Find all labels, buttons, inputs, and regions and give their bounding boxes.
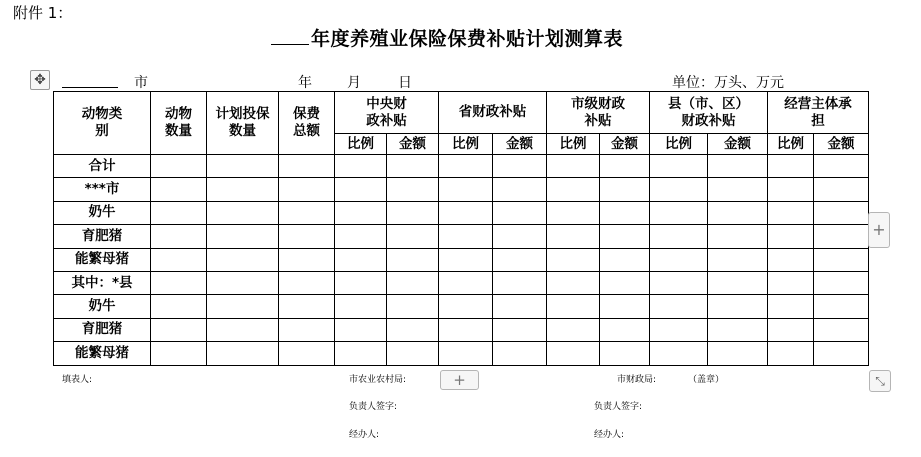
table-cell[interactable]	[814, 178, 869, 201]
table-cell[interactable]	[708, 225, 768, 248]
table-cell[interactable]	[279, 178, 335, 201]
table-cell[interactable]	[335, 201, 387, 224]
table-cell[interactable]	[207, 318, 279, 341]
header-ratio: 比例	[335, 134, 387, 155]
table-cell[interactable]	[151, 271, 207, 294]
add-column-button[interactable]: +	[440, 370, 479, 390]
table-cell[interactable]	[768, 295, 814, 318]
table-cell[interactable]	[650, 271, 708, 294]
table-cell[interactable]	[650, 201, 708, 224]
unit-label: 单位：万头、万元	[672, 75, 784, 91]
table-cell[interactable]	[814, 155, 869, 178]
day-label: 日	[398, 75, 412, 91]
table-cell[interactable]	[547, 248, 600, 271]
table-cell[interactable]	[335, 248, 387, 271]
header-ratio: 比例	[768, 134, 814, 155]
header-ratio: 比例	[439, 134, 493, 155]
table-cell[interactable]	[151, 318, 207, 341]
table-cell[interactable]	[650, 225, 708, 248]
table-cell[interactable]	[279, 318, 335, 341]
table-cell[interactable]	[387, 225, 439, 248]
header-amount: 金额	[387, 134, 439, 155]
table-cell[interactable]	[768, 225, 814, 248]
table-cell[interactable]	[493, 178, 547, 201]
table-cell[interactable]	[600, 248, 650, 271]
table-cell[interactable]	[279, 248, 335, 271]
header-amount: 金额	[814, 134, 869, 155]
table-cell[interactable]	[814, 342, 869, 365]
table-cell[interactable]	[547, 201, 600, 224]
table-cell[interactable]	[493, 225, 547, 248]
row-label: 能繁母猪	[54, 342, 151, 365]
table-cell[interactable]	[207, 342, 279, 365]
table-cell[interactable]	[387, 271, 439, 294]
table-cell[interactable]	[387, 295, 439, 318]
premium-subsidy-table	[53, 91, 869, 366]
table-body	[54, 155, 869, 366]
table-cell[interactable]	[547, 342, 600, 365]
table-cell[interactable]	[547, 178, 600, 201]
header-amount: 金额	[493, 134, 547, 155]
month-label: 月	[347, 75, 361, 91]
table-cell[interactable]	[768, 248, 814, 271]
table-cell[interactable]	[439, 318, 493, 341]
header-city-subsidy: 市级财政补贴	[547, 92, 650, 134]
table-cell[interactable]	[335, 178, 387, 201]
table-cell[interactable]	[493, 248, 547, 271]
table-cell[interactable]	[279, 225, 335, 248]
row-label: 合计	[54, 155, 151, 178]
table-cell[interactable]	[600, 342, 650, 365]
table-cell[interactable]	[547, 318, 600, 341]
row-label: 奶牛	[54, 201, 151, 224]
table-cell[interactable]	[768, 271, 814, 294]
table-row	[54, 295, 869, 318]
table-cell[interactable]	[650, 342, 708, 365]
table-cell[interactable]	[207, 248, 279, 271]
table-cell[interactable]	[768, 178, 814, 201]
table-row	[54, 155, 869, 178]
table-cell[interactable]	[600, 318, 650, 341]
row-label: 奶牛	[54, 295, 151, 318]
table-cell[interactable]	[708, 178, 768, 201]
table-cell[interactable]	[493, 318, 547, 341]
table-cell[interactable]	[600, 271, 650, 294]
table-cell[interactable]	[207, 178, 279, 201]
table-cell[interactable]	[207, 155, 279, 178]
footer-filler: 填表人:	[62, 375, 93, 385]
header-ratio: 比例	[547, 134, 600, 155]
header-county-subsidy: 县（市、区）财政补贴	[650, 92, 768, 134]
row-label: ***市	[54, 178, 151, 201]
city-blank-line	[62, 87, 118, 88]
table-cell[interactable]	[335, 271, 387, 294]
table-cell[interactable]	[650, 178, 708, 201]
table-cell[interactable]	[814, 295, 869, 318]
table-cell[interactable]	[207, 201, 279, 224]
table-cell[interactable]	[151, 248, 207, 271]
title-text: 年度养殖业保险保费补贴计划测算表	[311, 28, 624, 50]
row-label: 能繁母猪	[54, 248, 151, 271]
table-row	[54, 271, 869, 294]
table-move-icon[interactable]: ✥	[30, 70, 50, 90]
table-cell[interactable]	[708, 271, 768, 294]
table-cell[interactable]	[814, 201, 869, 224]
table-cell[interactable]	[600, 155, 650, 178]
table-cell[interactable]	[768, 342, 814, 365]
attachment-label: 附件 1：	[13, 4, 73, 22]
header-animal-count: 动物数量	[151, 92, 207, 155]
table-cell[interactable]	[439, 295, 493, 318]
table-row	[54, 342, 869, 365]
table-cell[interactable]	[708, 201, 768, 224]
table-cell[interactable]	[768, 155, 814, 178]
table-cell[interactable]	[547, 295, 600, 318]
footer-agri-bureau: 市农业农村局:	[349, 375, 407, 385]
table-cell[interactable]	[493, 271, 547, 294]
table-cell[interactable]	[439, 178, 493, 201]
footer-finance-bureau: 市财政局:	[617, 375, 657, 385]
table-cell[interactable]	[814, 225, 869, 248]
table-cell[interactable]	[547, 271, 600, 294]
table-cell[interactable]	[493, 201, 547, 224]
table-cell[interactable]	[335, 295, 387, 318]
table-cell[interactable]	[151, 201, 207, 224]
table-cell[interactable]	[439, 248, 493, 271]
table-cell[interactable]	[207, 271, 279, 294]
header-provincial-subsidy: 省财政补贴	[439, 92, 547, 134]
table-cell[interactable]	[279, 155, 335, 178]
header-animal-category: 动物类别	[54, 92, 151, 155]
page-title	[271, 24, 623, 51]
row-label: 其中：*县	[54, 271, 151, 294]
footer-handler-agri: 经办人:	[349, 430, 380, 440]
row-label: 育肥猪	[54, 318, 151, 341]
add-row-button[interactable]: +	[868, 212, 890, 248]
header-ratio: 比例	[650, 134, 708, 155]
title-year-blank	[271, 28, 309, 45]
table-cell[interactable]	[439, 155, 493, 178]
table-row	[54, 178, 869, 201]
table-cell[interactable]	[279, 271, 335, 294]
table-cell[interactable]	[547, 225, 600, 248]
table-cell[interactable]	[387, 201, 439, 224]
table-cell[interactable]	[708, 248, 768, 271]
header-operator-share: 经营主体承担	[768, 92, 869, 134]
table-cell[interactable]	[814, 271, 869, 294]
table-row	[54, 248, 869, 271]
table-row	[54, 201, 869, 224]
table-cell[interactable]	[335, 225, 387, 248]
table-cell[interactable]	[814, 248, 869, 271]
header-amount: 金额	[600, 134, 650, 155]
table-cell[interactable]	[600, 201, 650, 224]
table-cell[interactable]	[335, 342, 387, 365]
table-cell[interactable]	[600, 178, 650, 201]
table-cell[interactable]	[387, 155, 439, 178]
footer-handler-finance: 经办人:	[594, 430, 625, 440]
table-cell[interactable]	[279, 295, 335, 318]
footer-seal: （盖章）	[688, 375, 725, 385]
table-cell[interactable]	[650, 155, 708, 178]
table-cell[interactable]	[650, 318, 708, 341]
table-cell[interactable]	[151, 178, 207, 201]
header-amount: 金额	[708, 134, 768, 155]
table-cell[interactable]	[600, 225, 650, 248]
resize-icon[interactable]: ⤡	[869, 370, 891, 392]
table-cell[interactable]	[439, 225, 493, 248]
table-cell[interactable]	[600, 295, 650, 318]
row-label: 育肥猪	[54, 225, 151, 248]
table-cell[interactable]	[207, 225, 279, 248]
table-cell[interactable]	[335, 318, 387, 341]
table-cell[interactable]	[439, 201, 493, 224]
table-cell[interactable]	[151, 295, 207, 318]
table-cell[interactable]	[493, 155, 547, 178]
table-cell[interactable]	[439, 342, 493, 365]
city-label: 市	[134, 75, 148, 91]
footer-signer-finance: 负责人签字:	[594, 402, 643, 412]
table-cell[interactable]	[708, 295, 768, 318]
table-cell[interactable]	[708, 155, 768, 178]
table-cell[interactable]	[708, 318, 768, 341]
table-cell[interactable]	[387, 248, 439, 271]
table-cell[interactable]	[335, 155, 387, 178]
table-cell[interactable]	[814, 318, 869, 341]
table-row	[54, 318, 869, 341]
table-cell[interactable]	[151, 342, 207, 365]
table-cell[interactable]	[151, 155, 207, 178]
year-label: 年	[298, 75, 312, 91]
table-row	[54, 225, 869, 248]
table-cell[interactable]	[547, 155, 600, 178]
table-cell[interactable]	[439, 271, 493, 294]
table-cell[interactable]	[708, 342, 768, 365]
table-cell[interactable]	[768, 201, 814, 224]
table-cell[interactable]	[493, 342, 547, 365]
table-cell[interactable]	[387, 342, 439, 365]
header-premium-total: 保费总额	[279, 92, 335, 155]
table-cell[interactable]	[650, 295, 708, 318]
header-central-subsidy: 中央财政补贴	[335, 92, 439, 134]
header-planned-insured: 计划投保数量	[207, 92, 279, 155]
table-cell[interactable]	[650, 248, 708, 271]
footer-signer-agri: 负责人签字:	[349, 402, 398, 412]
table-cell[interactable]	[387, 318, 439, 341]
table-cell[interactable]	[768, 318, 814, 341]
table-cell[interactable]	[151, 225, 207, 248]
table-cell[interactable]	[387, 178, 439, 201]
table-cell[interactable]	[493, 295, 547, 318]
table-cell[interactable]	[207, 295, 279, 318]
table-cell[interactable]	[279, 201, 335, 224]
table-cell[interactable]	[279, 342, 335, 365]
